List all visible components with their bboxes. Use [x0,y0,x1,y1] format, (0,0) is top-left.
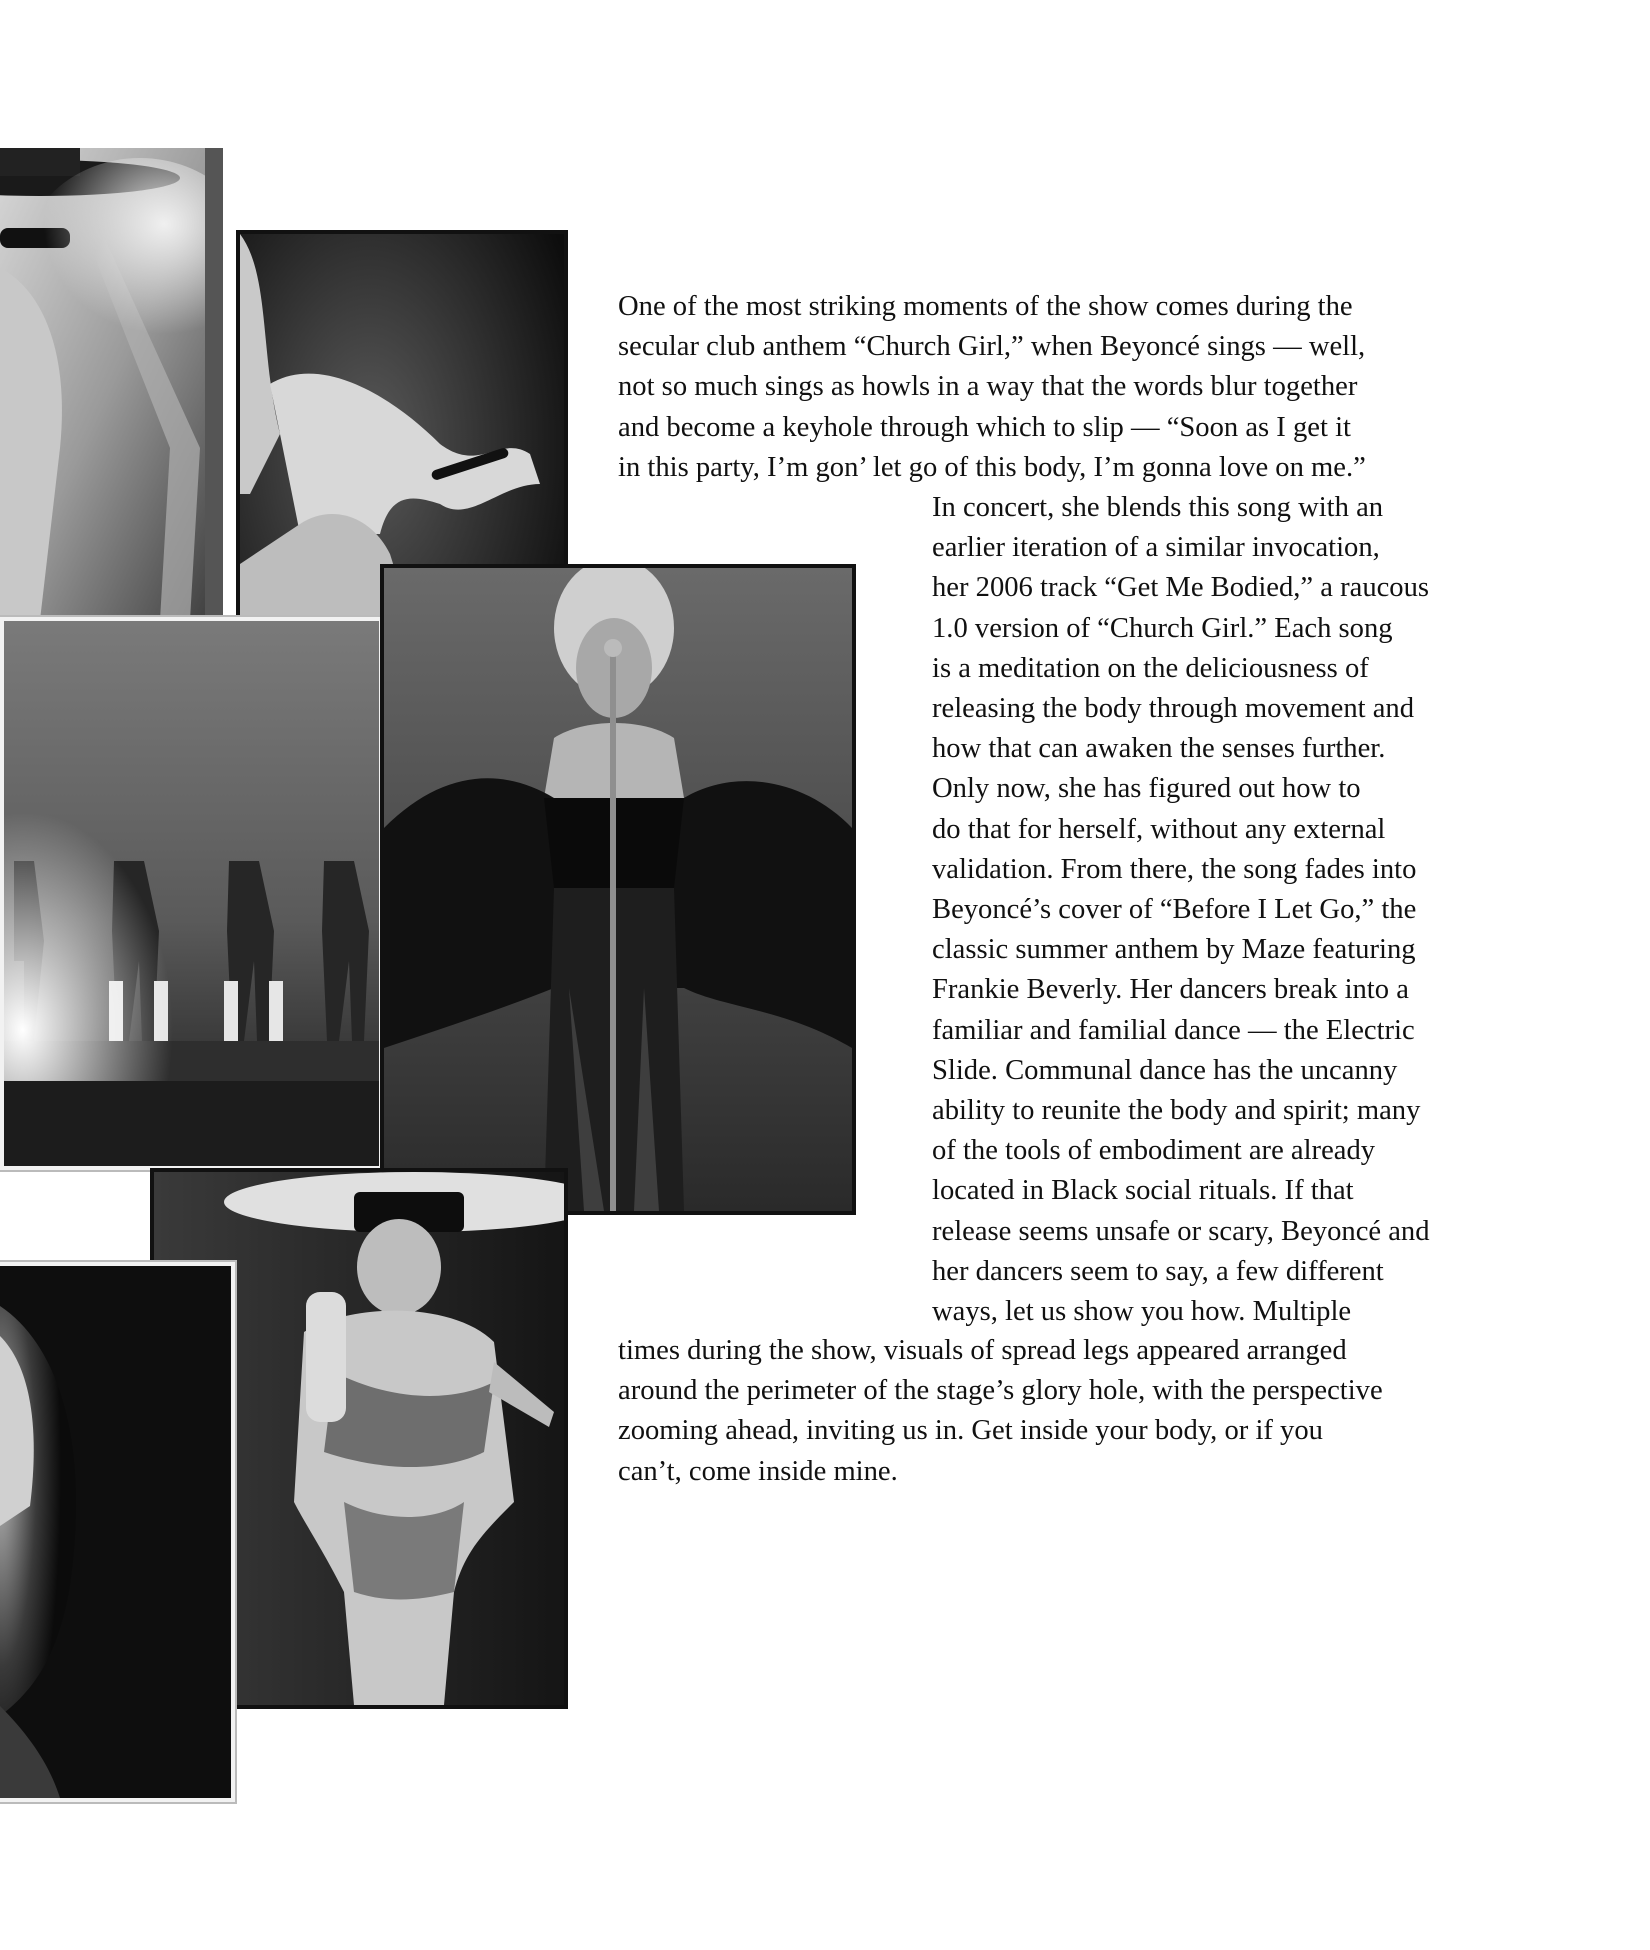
article-line: in this party, I’m gon’ let go of this body, I’m gonna love on me.” [618,451,1366,483]
article-line: and become a keyhole through which to slip — “Soon as I get it [618,411,1351,443]
article-closing-paragraph [618,1331,1518,1492]
article-line: can’t, come inside mine. [618,1455,898,1487]
photo-dancers-on-stage [0,617,383,1170]
article-line: around the perimeter of the stage’s glory hole, with the perspective [618,1375,1383,1407]
article-line: classic summer anthem by Maze featuring [932,934,1416,966]
photo-performer-portrait-close-up [0,1262,235,1802]
article-line: times during the show, visuals of spread legs appeared arranged [618,1335,1347,1366]
article-line: of the tools of embodiment are already [932,1135,1376,1167]
article-line: familiar and familial dance — the Electric [932,1014,1415,1046]
article-line: Frankie Beverly. Her dancers break into a [932,974,1409,1006]
article-line: zooming ahead, inviting us in. Get inside your body, or if you [618,1415,1323,1447]
article-line: located in Black social rituals. If that [932,1175,1354,1207]
article-line: One of the most striking moments of the show comes during the [618,291,1353,322]
article-line: her dancers seem to say, a few different [932,1255,1384,1287]
article-line: Slide. Communal dance has the uncanny [932,1054,1398,1086]
article-line: earlier iteration of a similar invocation, [932,532,1380,564]
article-line: is a meditation on the deliciousness of [932,652,1369,684]
article-line: releasing the body through movement and [932,693,1415,725]
article-line: ability to reunite the body and spirit; many [932,1095,1421,1127]
article-line: secular club anthem “Church Girl,” when Beyoncé sings — well, [618,331,1366,363]
article-line: validation. From there, the song fades into [932,853,1417,885]
article-line: how that can awaken the senses further. [932,733,1386,765]
photo-performer-with-microphone-stand [380,564,856,1215]
article-line: Beyoncé’s cover of “Before I Let Go,” the [932,894,1417,926]
article-line: ways, let us show you how. Multiple [932,1296,1352,1328]
article-line: do that for herself, without any external [932,813,1386,845]
article-middle-column [932,488,1542,1332]
article-line: In concert, she blends this song with an [932,492,1384,523]
photo-performer-in-smoke-with-hat [0,148,223,620]
article-line: her 2006 track “Get Me Bodied,” a raucous [932,572,1430,604]
article-line: release seems unsafe or scary, Beyoncé and [932,1215,1430,1247]
article-line: not so much sings as howls in a way that the words blur together [618,371,1358,403]
article-line: 1.0 version of “Church Girl.” Each song [932,612,1393,644]
article-intro-paragraph [618,287,1518,488]
article-line: Only now, she has figured out how to [932,773,1361,805]
